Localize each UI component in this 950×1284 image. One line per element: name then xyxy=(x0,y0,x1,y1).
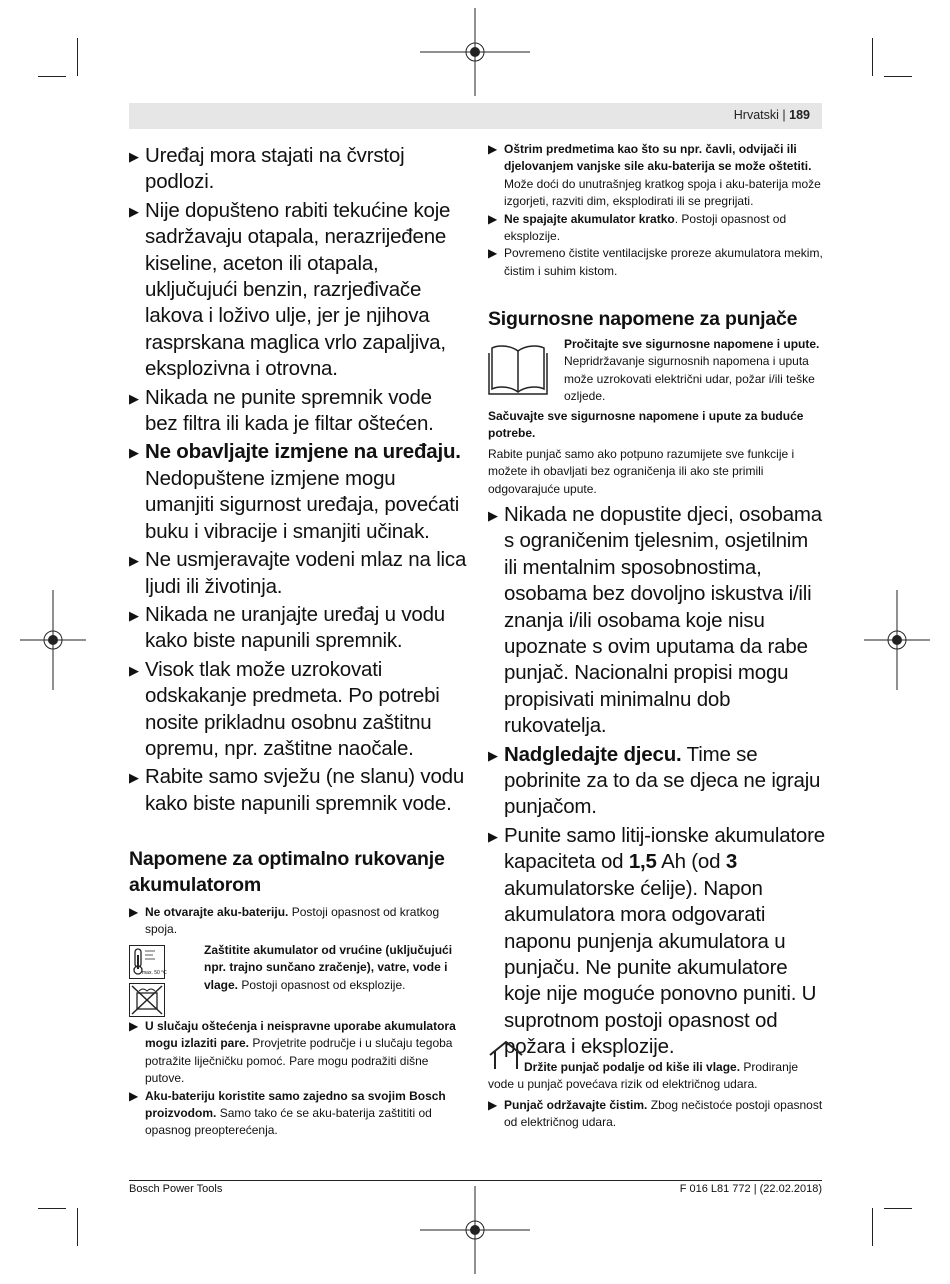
section-heading: Napomene za optimalno rukovanje akumulatorom xyxy=(129,848,445,896)
crop-mark xyxy=(872,1208,873,1246)
registration-mark-icon xyxy=(420,1186,530,1276)
bullet-icon: ▶ xyxy=(488,211,498,226)
list-item: ▶ Nikada ne uranjajte uređaj u vodu kako biste napunili spremnik. xyxy=(129,602,445,653)
bullet-icon: ▶ xyxy=(488,747,498,763)
registration-mark-icon xyxy=(420,8,530,98)
bullet-icon: ▶ xyxy=(129,390,139,406)
list-item: ▶ Rabite samo svježu (ne slanu) vodu kako biste napunili spremnik vode. xyxy=(129,765,465,815)
crop-mark xyxy=(38,1208,66,1209)
list-item: ▶ Visok tlak može uzrokovati odskakanje predmeta. Po potrebi nosite prikladnu osobnu zaštitnu opremu, npr. zaštitne naočale. xyxy=(129,657,440,760)
footer-rule xyxy=(129,1180,822,1181)
bullet-icon: ▶ xyxy=(129,149,139,164)
crop-mark xyxy=(38,76,66,77)
right-small-bullets-top xyxy=(488,141,825,280)
list-item: ▶ Nikada ne punite spremnik vode bez filtra ili kada je filtar oštećen. xyxy=(129,385,434,436)
header-text xyxy=(734,108,810,122)
bullet-icon: ▶ xyxy=(129,607,139,623)
intro-text: Rabite punjač samo ako potpuno razumijete sve funkcije i možete ih obavljati bez ograničenja ili ako ste primili odgovarajuće upute. xyxy=(488,447,795,496)
list-item: ▶ Nije dopušteno rabiti tekućine koje sadržavaju otapala, nerazrijeđene kiseline, aceton ili otapala, uključujući benzin, razrjeđivače lakova i loživo ulje, jer je njihova rasprskana maglica vrlo zapaljiva, eksplozivna i otrovna. xyxy=(129,198,451,381)
footer-doc-number: F 016 L81 772 | (22.02.2018) xyxy=(679,1183,822,1195)
left-small-bullet xyxy=(129,904,469,939)
list-item: ▶ Aku-bateriju koristite samo zajedno sa svojim Bosch proizvodom. Samo tako će se aku-baterija zaštititi od opasnog preopterećenja. xyxy=(129,1088,446,1138)
list-item: ▶ Ne usmjeravajte vodeni mlaz na lica ljudi ili životinja. xyxy=(129,548,467,598)
bullet-icon: ▶ xyxy=(129,1019,139,1033)
registration-mark-icon xyxy=(20,590,86,690)
bullet-icon: ▶ xyxy=(488,508,498,523)
list-item: ▶ Nikada ne dopustite djeci, osobama s ograničenim tjelesnim, osjetilnim ili mentalnim sposobnostima, osobama bez dovoljno iskustva i/ili znanja i/ili osobama koje nisu upoznate s ovim uputama da rabe punjač. Nacionalni propisi mogu propisivati minimalnu dob rukovatelja. xyxy=(488,503,822,738)
bullet-icon: ▶ xyxy=(129,203,139,219)
page-number: 189 xyxy=(789,108,810,122)
bullet-icon: ▶ xyxy=(129,445,139,461)
list-item: ▶ Ne otvarajte aku-bateriju. Postoji opasnost od kratkog spoja. xyxy=(129,905,440,937)
bullet-icon: ▶ xyxy=(488,1098,498,1112)
bullet-icon: ▶ xyxy=(488,246,498,261)
left-small-bullets-2 xyxy=(129,1018,469,1140)
crop-mark xyxy=(884,76,912,77)
registration-mark-icon xyxy=(864,590,930,690)
left-large-bullets xyxy=(129,143,469,819)
bullet-icon: ▶ xyxy=(129,770,139,786)
right-last-bullet xyxy=(488,1097,825,1132)
right-large-bullets xyxy=(488,502,825,1061)
bullet-icon: ▶ xyxy=(129,662,139,678)
read-instructions-note: Pročitajte sve sigurnosne napomene i upute. Nepridržavanje sigurnosnih napomena i uputa može uzrokovati električni udar, požar i/ili teške ozljede. xyxy=(564,337,820,404)
bullet-icon: ▶ xyxy=(129,553,139,569)
crop-mark xyxy=(872,38,873,76)
bullet-icon: ▶ xyxy=(488,142,498,156)
rain-warning: Držite punjač podalje od kiše ili vlage. Prodiranje vode u punjač povećava rizik od električnog udara. xyxy=(488,1060,799,1092)
bullet-icon: ▶ xyxy=(129,1088,139,1103)
section-heading: Sigurnosne napomene za punjače xyxy=(488,308,798,330)
list-item: ▶ Punjač održavajte čistim. Zbog nečistoće postoji opasnost od električnog udara. xyxy=(488,1098,823,1130)
bullet-icon: ▶ xyxy=(488,828,498,844)
heat-warning: Zaštitite akumulator od vrućine (uključujući npr. trajno sunčano zračenje), vatre, vode i vlage. Postoji opasnost od eksplozije. xyxy=(204,943,453,992)
bullet-icon: ▶ xyxy=(129,905,139,919)
save-instructions: Sačuvajte sve sigurnosne napomene i upute za buduće potrebe. xyxy=(488,409,804,441)
list-item: ▶ Nadgledajte djecu. Time se pobrinite za to da se djeca ne igraju punjačom. xyxy=(488,742,821,819)
crop-mark xyxy=(884,1208,912,1209)
list-item: ▶ Ne spajajte akumulator kratko. Postoji opasnost od eksplozije. xyxy=(488,211,787,244)
page-header xyxy=(129,103,822,129)
crop-mark xyxy=(77,38,78,76)
list-item: ▶ Punite samo litij-ionske akumulatore kapaciteta od 1,5 Ah (od 3 akumulatorske ćelije). Napon akumulatora mora odgovarati naponu punjenja akumulatora u punjaču. Ne punite akumulatore koje nije moguće ponovno puniti. U suprotnom postoji opasnost od požara i eksplozije. xyxy=(488,823,825,1059)
crop-mark xyxy=(77,1208,78,1246)
list-item: ▶ Oštrim predmetima kao što su npr. čavli, odvijači ili djelovanjem vanjske sile aku-baterija se može oštetiti. Može doći do unutrašnjeg kratkog spoja i aku-baterija može izgorjeti, razviti dim, eksplodirati ili se pregrijati. xyxy=(488,142,821,209)
header-separator: | xyxy=(782,108,786,122)
list-item: ▶ Ne obavljajte izmjene na uređaju. Nedopuštene izmjene mogu umanjiti sigurnost uređaja, povećati buku i vibracije i smanjiti učinak. xyxy=(129,440,461,543)
list-item: ▶ Povremeno čistite ventilacijske proreze akumulatora mekim, čistim i suhim kistom. xyxy=(488,246,823,278)
open-book-icon xyxy=(488,339,548,397)
no-water-icon xyxy=(129,983,165,1017)
thermometer-label: max. 50 °C xyxy=(142,970,167,976)
list-item: ▶ Uređaj mora stajati na čvrstoj podlozi. xyxy=(129,144,405,194)
header-language: Hrvatski xyxy=(733,108,779,122)
footer-brand: Bosch Power Tools xyxy=(129,1183,223,1195)
list-item: ▶ U slučaju oštećenja i neispravne uporabe akumulatora mogu izlaziti pare. Provjetrite područje i u slučaju tegoba potražite liječničku pomoć. Pare mogu podražiti dišne putove. xyxy=(129,1019,456,1086)
